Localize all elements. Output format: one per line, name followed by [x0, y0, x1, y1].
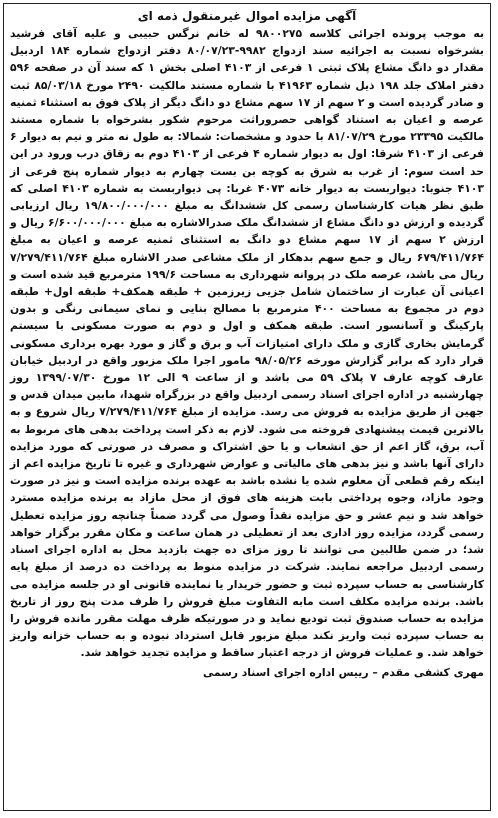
notice-signature: مهری کشفی مقدم – رییس اداره اجرای اسناد رسمی — [202, 665, 484, 679]
auction-notice — [3, 3, 491, 811]
notice-body: به موجب پرونده اجرائی کلاسه ۹۸۰۰۲۷۵ له خانم نرگس حبیبی و علیه آقای فرشید بشرخواه نسبت به اجرائیه سند ازدواج ۹۹۸۲-۸۰/۰۷/۲۳ دفتر ازدواج شماره ۱۸۴ اردبیل مقدار دو دانگ مشاع پلاک ثبتی ۱ فرعی از ۴۱۰۳ اصلی بخش ۱ که سند آن در صفحه ۵۹۶ دفتر املاک جلد ۱۹۸ ذیل شماره ۴۱۹۶۳ با شماره مستند مالکیت ۲۴۹۰ مورخ ۸۵/۰۳/۱۸ ثبت و صادر گردیده است و ۲ سهم از ۱۷ سهم مشاع دو دانگ دیگر از پلاک فوق به استثناء ثمنیه عرصه و اعیان به استناد گواهی حصروراثت مرحوم شکور بشرخواه با شماره مستند مالکیت ۲۳۳۹۵ مورخ ۸۱/۰۷/۲۹ با حدود و مشخصات: شمالا: به طول نه متر و نیم به دیوار ۶ فرعی از ۴۱۰۳ شرقا: اول به دیوار شماره ۴ فرعی از ۴۱۰۳ دوم به زقاق درب ورود در این حد است سوم: از غرب به شرق به کوچه بن بست چهارم به دیوار شماره پنج فرعی از ۴۱۰۳ جنوبا: دیواربست به دیوار خانه ۴۰۷۳ غربا: پی دیواربست به شماره ۴۱۰۳ اصلی که طبق نظر هیات کارشناسان رسمی کل ششدانگ به مبلغ ۱۹/۸۰۰/۰۰۰/۰۰۰ ریال ارزیابی گردیده و ارزش دو دانگ مشاع از ششدانگ ملک صدرالاشاره به مبلغ ۶/۶۰۰/۰۰۰/۰۰۰ ریال و ارزش ۲ سهم از ۱۷ سهم مشاع دو دانگ به استثنای ثمنیه عرصه و اعیان به مبلغ ۶۷۹/۴۱۱/۷۶۴ ریال و جمع سهم بدهکار از ملک مشاعی صدر الاشاره مبلغ ۷/۲۷۹/۴۱۱/۷۶۴ ریال می باشد، عرصه ملک در پروانه شهرداری به مساحت ۱۹۹/۶ مترمربع قید شده است و اعیانی آن عبارت از ساختمان شامل جزیی زیرزمین + طبقه همکف+ طبقه اول+ طبقه دوم در مجموع به مساحت ۴۰۰ مترمربع با مصالح بنایی و نمای سیمانی رنگی و بدون پارکینگ و آسانسور است. طبقه همکف و اول و دوم به صورت مسکونی با سیستم گرمایش بخاری گازی و ملک دارای امتیازات آب و برق و گاز و مورد بهره برداری مسکونی قرار دارد که برابر گزارش مورخه ۹۸/۰۵/۲۶ مامور اجرا ملک مزبور واقع در اردبیل خیابان عارف کوچه عارف ۷ پلاک ۵۹ می باشد و از ساعت ۹ الی ۱۲ مورخ ۱۳۹۹/۰۷/۳۰ روز چهارشنبه در اداره اجرای اسناد رسمی اردبیل واقع در بزرگراه شهدا، مابین میدان قدس و جهین از طریق مزایده به فروش می رسد. مزایده از مبلغ ۷/۲۷۹/۴۱۱/۷۶۴ ریال شروع و به بالاترین قیمت پیشنهادی فروخته می شود. لازم به ذکر است پرداخت بدهی های مربوط به آب، برق، گاز اعم از حق انشعاب و یا حق اشتراک و مصرف در صورتی که مورد مزایده دارای آنها باشد و نیز بدهی های مالیاتی و عوارض شهرداری و غیره تا تاریخ مزایده اعم از اینکه رقم قطعی آن معلوم شده یا نشده باشد به عهده برنده مزایده است و نیز در صورت وجود مازاد، وجوه پرداختی بابت هزینه های فوق از محل مازاد به برنده مزایده مسترد خواهد شد و نیم عشر و حق مزایده نقداً وصول می گردد ضمناً چنانچه روز مزایده تعطیل رسمی گردد، مزایده روز اداری بعد از تعطیلی در همان ساعت و مکان مقرر برگزار خواهد شد؛ در ضمن طالبین می توانند تا روز مزای ده جهت بازدید محل به اداره اجرای اسناد رسمی اردبیل مراجعه نمایند. شرکت در مزایده منوط به پرداخت ده درصد از مبلغ پایه کارشناسی به حساب سپرده ثبت و حضور خریدار یا نماینده قانونی او در جلسه مزایده می باشد. برنده مزایده مکلف است مابه التفاوت مبلغ فروش را ظرف مدت پنج روز از تاریخ مزایده به حساب صندوق ثبت تودیع نماید و در صورتیکه ظرف مهلت مقرر مانده فروش را به حساب سپرده ثبت واریز نکند مبلغ مزبور قابل استرداد نبوده و به حساب خزانه واریز خواهد شد. و عملیات فروش از درجه اعتبار ساقط و مزایده تجدید خواهد شد. — [10, 27, 485, 660]
notice-title: آگهی مزایده اموال غیرمنقول ذمه ای — [137, 9, 357, 23]
